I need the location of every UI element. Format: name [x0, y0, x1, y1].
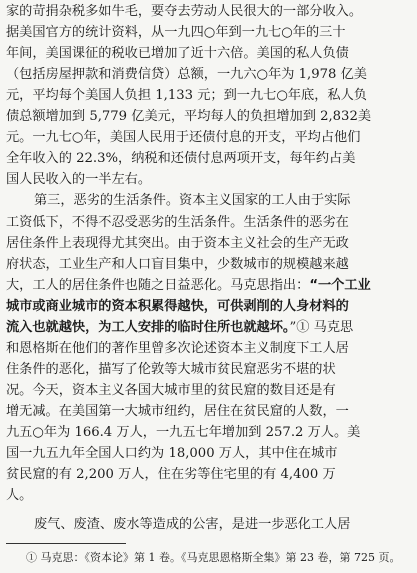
text-line — [6, 2, 411, 22]
text-line — [6, 128, 411, 148]
text-line — [6, 65, 411, 85]
text-segment: 贫民窟的有 2,200 万人，住在劣等住宅里的有 4,400 万 — [6, 467, 336, 483]
text-line — [6, 402, 411, 422]
text-segment: 国一九五九年全国人口约为 18,000 万人，其中住在城市 — [6, 446, 338, 462]
text-segment: 九五○年为 166.4 万人，一九五七年增加到 257.2 万人。美 — [6, 425, 361, 440]
text-segment: 工资低下，不得不忍受恶劣的生活条件。生活条件的恶劣在 — [6, 214, 349, 230]
text-line — [6, 297, 411, 317]
text-line — [6, 360, 411, 380]
text-segment: 据美国官方的统计资料，从一九四○年到一九七○年的三十 — [6, 25, 346, 41]
text-line — [6, 255, 411, 275]
text-line — [6, 318, 411, 338]
text-segment: 国人民收入的一半左右。 — [6, 172, 152, 188]
text-segment: 府状态，工业生产和人口盲目集中，少数城市的规模越来越 — [6, 256, 349, 272]
footnote-divider — [6, 543, 126, 544]
text-line — [6, 276, 411, 296]
text-line — [6, 170, 411, 190]
text-segment: （包括房屋押款和消费信贷）总额，一九六○年为 1,978 亿美 — [6, 67, 367, 83]
text-segment: 大，工人的居住条件也随之日益恶化。马克思指出： — [6, 277, 310, 293]
text-segment: 年间，美国课征的税收已增加了近十六倍。美国的私人负债 — [6, 46, 349, 62]
text-segment: 废气、废渣、废水等造成的公害，是进一步恶化工人居 — [34, 517, 351, 533]
text-line — [6, 465, 411, 485]
footnote: ① 马克思：《资本论》第 1 卷。《马克思恩格斯全集》第 23 卷，第 725 页。 — [26, 551, 401, 564]
text-segment: ”① 马克思 — [289, 319, 354, 335]
text-segment: 元，平均每个美国人负担 1,133 元；到一九七○年底，私人负 — [6, 88, 367, 104]
text-line — [6, 149, 411, 169]
text-segment: 家的苛捐杂税多如牛毛，要夺去劳动人民很大的一部分收入。 — [6, 4, 363, 19]
text-line — [6, 381, 411, 401]
text-line — [6, 86, 411, 106]
text-segment: 元。一九七○年，美国人民用于还债付息的开支，平均占他们 — [6, 130, 361, 146]
emphasized-quote: 城市或商业城市的资本积累得越快，可供剥削的人身材料的 — [6, 298, 349, 314]
text-line — [34, 191, 411, 211]
text-segment: 和恩格斯在他们的著作里曾多次论述资本主义制度下工人居 — [6, 340, 349, 356]
text-line — [6, 234, 411, 254]
text-line — [6, 423, 411, 443]
text-segment: 增无减。在美国第一大城市纽约，居住在贫民窟的人数，一 — [6, 403, 349, 419]
text-line — [6, 486, 411, 506]
text-segment: 居住条件上表现得尤其突出。由于资本主义社会的生产无政 — [6, 235, 349, 251]
text-segment: 全年收入的 22.3%，纳税和还债付息两项开支，每年约占美 — [6, 151, 356, 167]
text-segment: 第三，恶劣的生活条件。资本主义国家的工人由于实际 — [34, 193, 351, 209]
emphasized-quote: “一个工业 — [309, 277, 371, 293]
text-segment: 人。 — [6, 488, 33, 504]
text-line — [6, 23, 411, 43]
text-segment: 债总额增加到 5,779 亿美元，平均每人的负担增加到 2,832美 — [6, 109, 372, 125]
text-line — [6, 444, 411, 464]
text-segment: 住条件的恶化，描写了伦敦等大城市贫民窟恶劣不堪的状 — [6, 361, 336, 377]
text-line — [6, 44, 411, 64]
text-line — [34, 515, 411, 535]
emphasized-quote: 流入也就越快，为工人安排的临时住所也就越坏。 — [6, 319, 290, 335]
text-segment: 况。今天，资本主义各国大城市里的贫民窟的数目还是有 — [6, 382, 336, 398]
text-line — [6, 339, 411, 359]
text-line — [6, 213, 411, 233]
text-line — [6, 107, 411, 127]
